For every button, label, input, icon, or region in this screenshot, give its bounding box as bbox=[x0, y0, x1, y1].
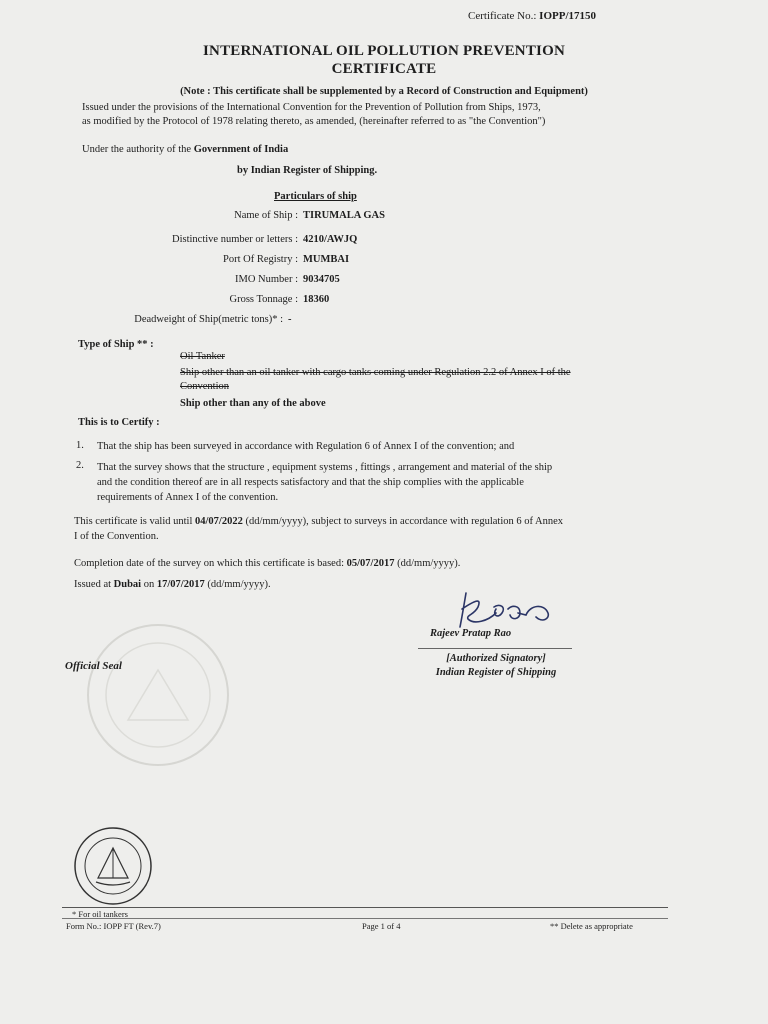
particular-row: Gross Tonnage : bbox=[229, 294, 298, 305]
validity-text: This certificate is valid until 04/07/2022 (dd/mm/yyyy), subject to surveys in accordance with regulation 6 of Annex I of the Convention. bbox=[74, 516, 564, 542]
certify-item-1: That the ship has been surveyed in accordance with Regulation 6 of Annex I of the convention; and bbox=[97, 441, 515, 452]
type-option-selected: Ship other than any of the above bbox=[180, 398, 326, 409]
footer-divider bbox=[62, 907, 668, 908]
distinctive-number-value: 4210/AWJQ bbox=[303, 234, 358, 245]
intro-text: Issued under the provisions of the International Convention for the Prevention of Pollution from Ships, 1973, as modified by the Protocol of 1978 relating thereto, as amended, (hereinafter referred to as "the Convention") bbox=[82, 102, 546, 127]
signature-line bbox=[418, 648, 572, 649]
particulars-heading: Particulars of ship bbox=[274, 191, 357, 202]
type-option-cargo-tanks: Ship other than an oil tanker with cargo tanks coming under Regulation 2.2 of Annex I of the Convention bbox=[180, 367, 571, 392]
completion-date: 05/07/2017 bbox=[346, 558, 395, 569]
particular-row: Port Of Registry : bbox=[223, 254, 298, 265]
certify-item-2: That the survey shows that the structure , equipment systems , fittings , arrangement and material of the ship and the condition thereof are in all respects satisfactory and that the ship complies with the applicable requirements of Annex I of the convention. bbox=[97, 462, 553, 503]
deadweight-value: - bbox=[288, 314, 292, 325]
form-number: Form No.: IOPP FT (Rev.7) bbox=[66, 921, 161, 931]
irs-logo-icon bbox=[68, 826, 158, 908]
supplement-note: (Note : This certificate shall be supplemented by a Record of Construction and Equipment) bbox=[180, 86, 588, 97]
certify-heading: This is to Certify : bbox=[78, 417, 160, 428]
gross-tonnage-value: 18360 bbox=[303, 294, 330, 305]
particular-row: Deadweight of Ship(metric tons)* : bbox=[134, 314, 283, 325]
issuer-line: by Indian Register of Shipping. bbox=[237, 165, 378, 176]
list-number: 1. bbox=[76, 440, 84, 451]
valid-until-date: 04/07/2022 bbox=[195, 516, 243, 527]
embossed-seal-icon bbox=[58, 620, 258, 770]
footnote-delete: ** Delete as appropriate bbox=[550, 921, 633, 931]
type-of-ship-label: Type of Ship ** : bbox=[78, 339, 154, 350]
ship-name-value: TIRUMALA GAS bbox=[303, 210, 385, 221]
particular-row: Distinctive number or letters : bbox=[172, 234, 298, 245]
footnote-oil-tankers: * For oil tankers bbox=[72, 909, 128, 919]
list-number: 2. bbox=[76, 460, 84, 471]
issued-text: Issued at Dubai on 17/07/2017 (dd/mm/yyyy). bbox=[74, 579, 271, 590]
certificate-number: Certificate No.: IOPP/17150 bbox=[468, 10, 597, 22]
port-of-registry-value: MUMBAI bbox=[303, 254, 350, 265]
footer-divider bbox=[62, 918, 668, 919]
signatory-block: [Authorized Signatory] Indian Register of Shipping bbox=[435, 653, 557, 678]
page-number: Page 1 of 4 bbox=[362, 921, 401, 931]
type-option-oil-tanker: Oil Tanker bbox=[180, 351, 225, 362]
imo-number-value: 9034705 bbox=[303, 274, 340, 285]
signer-name: Rajeev Pratap Rao bbox=[430, 628, 512, 639]
particular-row: Name of Ship : bbox=[234, 210, 298, 221]
document-title: INTERNATIONAL OIL POLLUTION PREVENTION CERTIFICATE bbox=[203, 43, 565, 77]
completion-text: Completion date of the survey on which this certificate is based: 05/07/2017 (dd/mm/yyyy). bbox=[74, 558, 461, 569]
official-seal-label: Official Seal bbox=[65, 660, 122, 672]
authority-line: Under the authority of the Government of India bbox=[82, 144, 289, 155]
particular-row: IMO Number : bbox=[235, 274, 298, 285]
